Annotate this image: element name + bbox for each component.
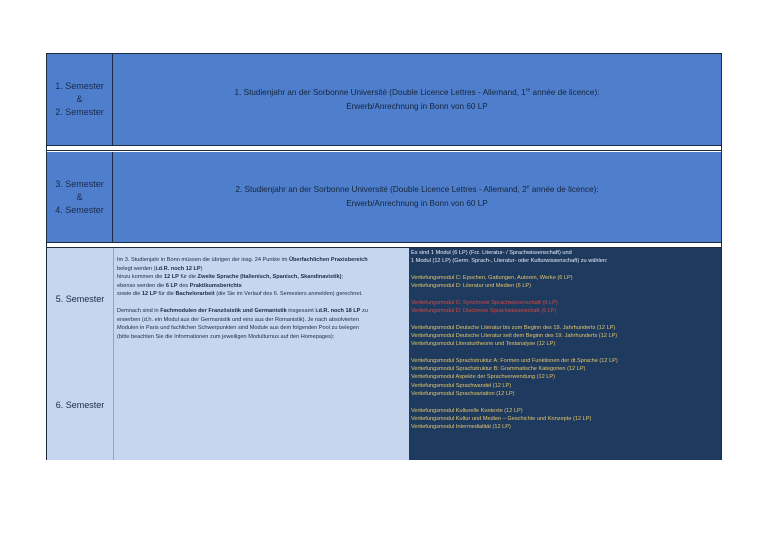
year1-title-end: année de licence): xyxy=(530,87,600,97)
year2-title-end: année de licence): xyxy=(529,185,599,194)
module-item: Vertiefungsmodul Sprachwandel (12 LP) xyxy=(411,382,512,389)
para2-line2: erwerben (d.h. ein Modul aus der Germanistik und eins aus der Romanistik). Je nach absolvierten xyxy=(117,316,359,323)
para2-line3: Modulen in Paris und fachlichen Schwerpunkten sind Module aus dem folgenden Pool zu belegen xyxy=(117,325,359,332)
ampersand: & xyxy=(76,191,83,202)
para2-line1: Demnach sind in Fachmodulen der Französistik und Germanistik insgesamt i.d.R. noch 18 LP zu xyxy=(117,307,368,314)
ampersand: & xyxy=(76,94,83,104)
year1-sup: re xyxy=(525,86,531,93)
year2-description xyxy=(113,152,721,243)
semester-4-label: 4. Semester xyxy=(55,204,104,215)
para1-line3: hinzu kommen die 12 LP für die Zweite Sprache (Italienisch, Spanisch, Skandinavistik); xyxy=(117,274,344,281)
para1-line1: Im 3. Studienjahr in Bonn müssen die übrigen der insg. 24 Punkte im Überfachlichen Praxisbereich xyxy=(117,257,368,263)
module-intro: Es sind 1 Modul (6 LP) (Frz. Literatur- / Sprachwissenschaft) und xyxy=(411,250,572,256)
module-item: Vertiefungsmodul Sprachvariation (12 LP) xyxy=(411,391,515,398)
year1-description xyxy=(113,54,721,146)
semester-label-1-2 xyxy=(47,54,113,146)
module-item: Vertiefungsmodul Sprachstruktur A: Formen und Funktionen der dt.Sprache (12 LP) xyxy=(411,357,618,364)
module-item-red: Vertiefungsmodul D: Diachrone Sprachwissenschaft (6 LP) xyxy=(411,308,557,315)
study-plan-table xyxy=(46,53,722,460)
module-item: Vertiefungsmodul Intermedialität (12 LP) xyxy=(411,424,511,431)
semester-6-label: 6. Semester xyxy=(55,400,105,410)
year3-description xyxy=(113,248,409,460)
year2-title: 2. Studienjahr an der Sorbonne Université (Double Licence Lettres - Allemand, 2 xyxy=(235,185,527,194)
para2-line4: (bitte beachten Sie die Informationen zum jeweiligen Modulturnus auf den Homepages): xyxy=(117,333,335,340)
module-item: Vertiefungsmodul D: Literatur und Medien (6 LP) xyxy=(411,283,532,290)
semester-label-3-4 xyxy=(47,152,113,243)
module-item: Vertiefungsmodul Kulturelle Kontexte (12 LP) xyxy=(411,407,523,414)
module-item-red: Vertiefungsmodul C: Synchrone Sprachwissenschaft (6 LP) xyxy=(411,299,558,306)
semester-1-label: 1. Semester xyxy=(55,81,104,91)
module-item: Vertiefungsmodul C: Epochen, Gattungen, Autoren, Werke (6 LP) xyxy=(411,274,573,281)
para1-line2: belegt werden (i.d.R. noch 12 LP) xyxy=(117,265,203,272)
para1-line4: ebenso werden die 6 LP des Praktikumsberichts xyxy=(117,282,242,289)
module-item: Vertiefungsmodul Deutsche Literatur bis zum Beginn des 19. Jahrhunderts (12 LP) xyxy=(411,324,616,331)
year1-title: 1. Studienjahr an der Sorbonne Université (Double Licence Lettres - Allemand, 1 xyxy=(234,87,526,97)
module-item: Vertiefungsmodul Aspekte der Sprachverwendung (12 LP) xyxy=(411,374,555,381)
year2-sup: e xyxy=(526,184,530,191)
module-item: Vertiefungsmodul Sprachstruktur B: Grammatische Kategorien (12 LP) xyxy=(411,366,586,373)
semester-label-5-6 xyxy=(47,248,113,460)
semester-2-label: 2. Semester xyxy=(55,107,104,117)
semester-5-label: 5. Semester xyxy=(55,294,105,304)
row-separator xyxy=(47,146,721,151)
module-item: Vertiefungsmodul Deutsche Literatur seit dem Beginn des 19. Jahrhunderts (12 LP) xyxy=(411,332,618,339)
module-item: Vertiefungsmodul Literaturtheorie und Textanalyse (12 LP) xyxy=(411,341,556,348)
semester-3-label: 3. Semester xyxy=(55,178,104,189)
para1-line5: sowie die 12 LP für die Bachelorarbeit (die Sie im Verlauf des 6. Semesters anmelden) gerechnet. xyxy=(117,291,363,298)
year1-credits: Erwerb/Anrechnung in Bonn von 60 LP xyxy=(346,101,488,111)
year2-credits: Erwerb/Anrechnung in Bonn von 60 LP xyxy=(346,199,488,208)
module-pool xyxy=(409,248,721,460)
module-item: Vertiefungsmodul Kultur und Medien – Geschichte und Konzepte (12 LP) xyxy=(411,415,592,422)
module-intro: 1 Modul (12 LP) (Germ. Sprach-, Literatur- oder Kulturwissenschaft) zu wählen: xyxy=(411,258,608,265)
